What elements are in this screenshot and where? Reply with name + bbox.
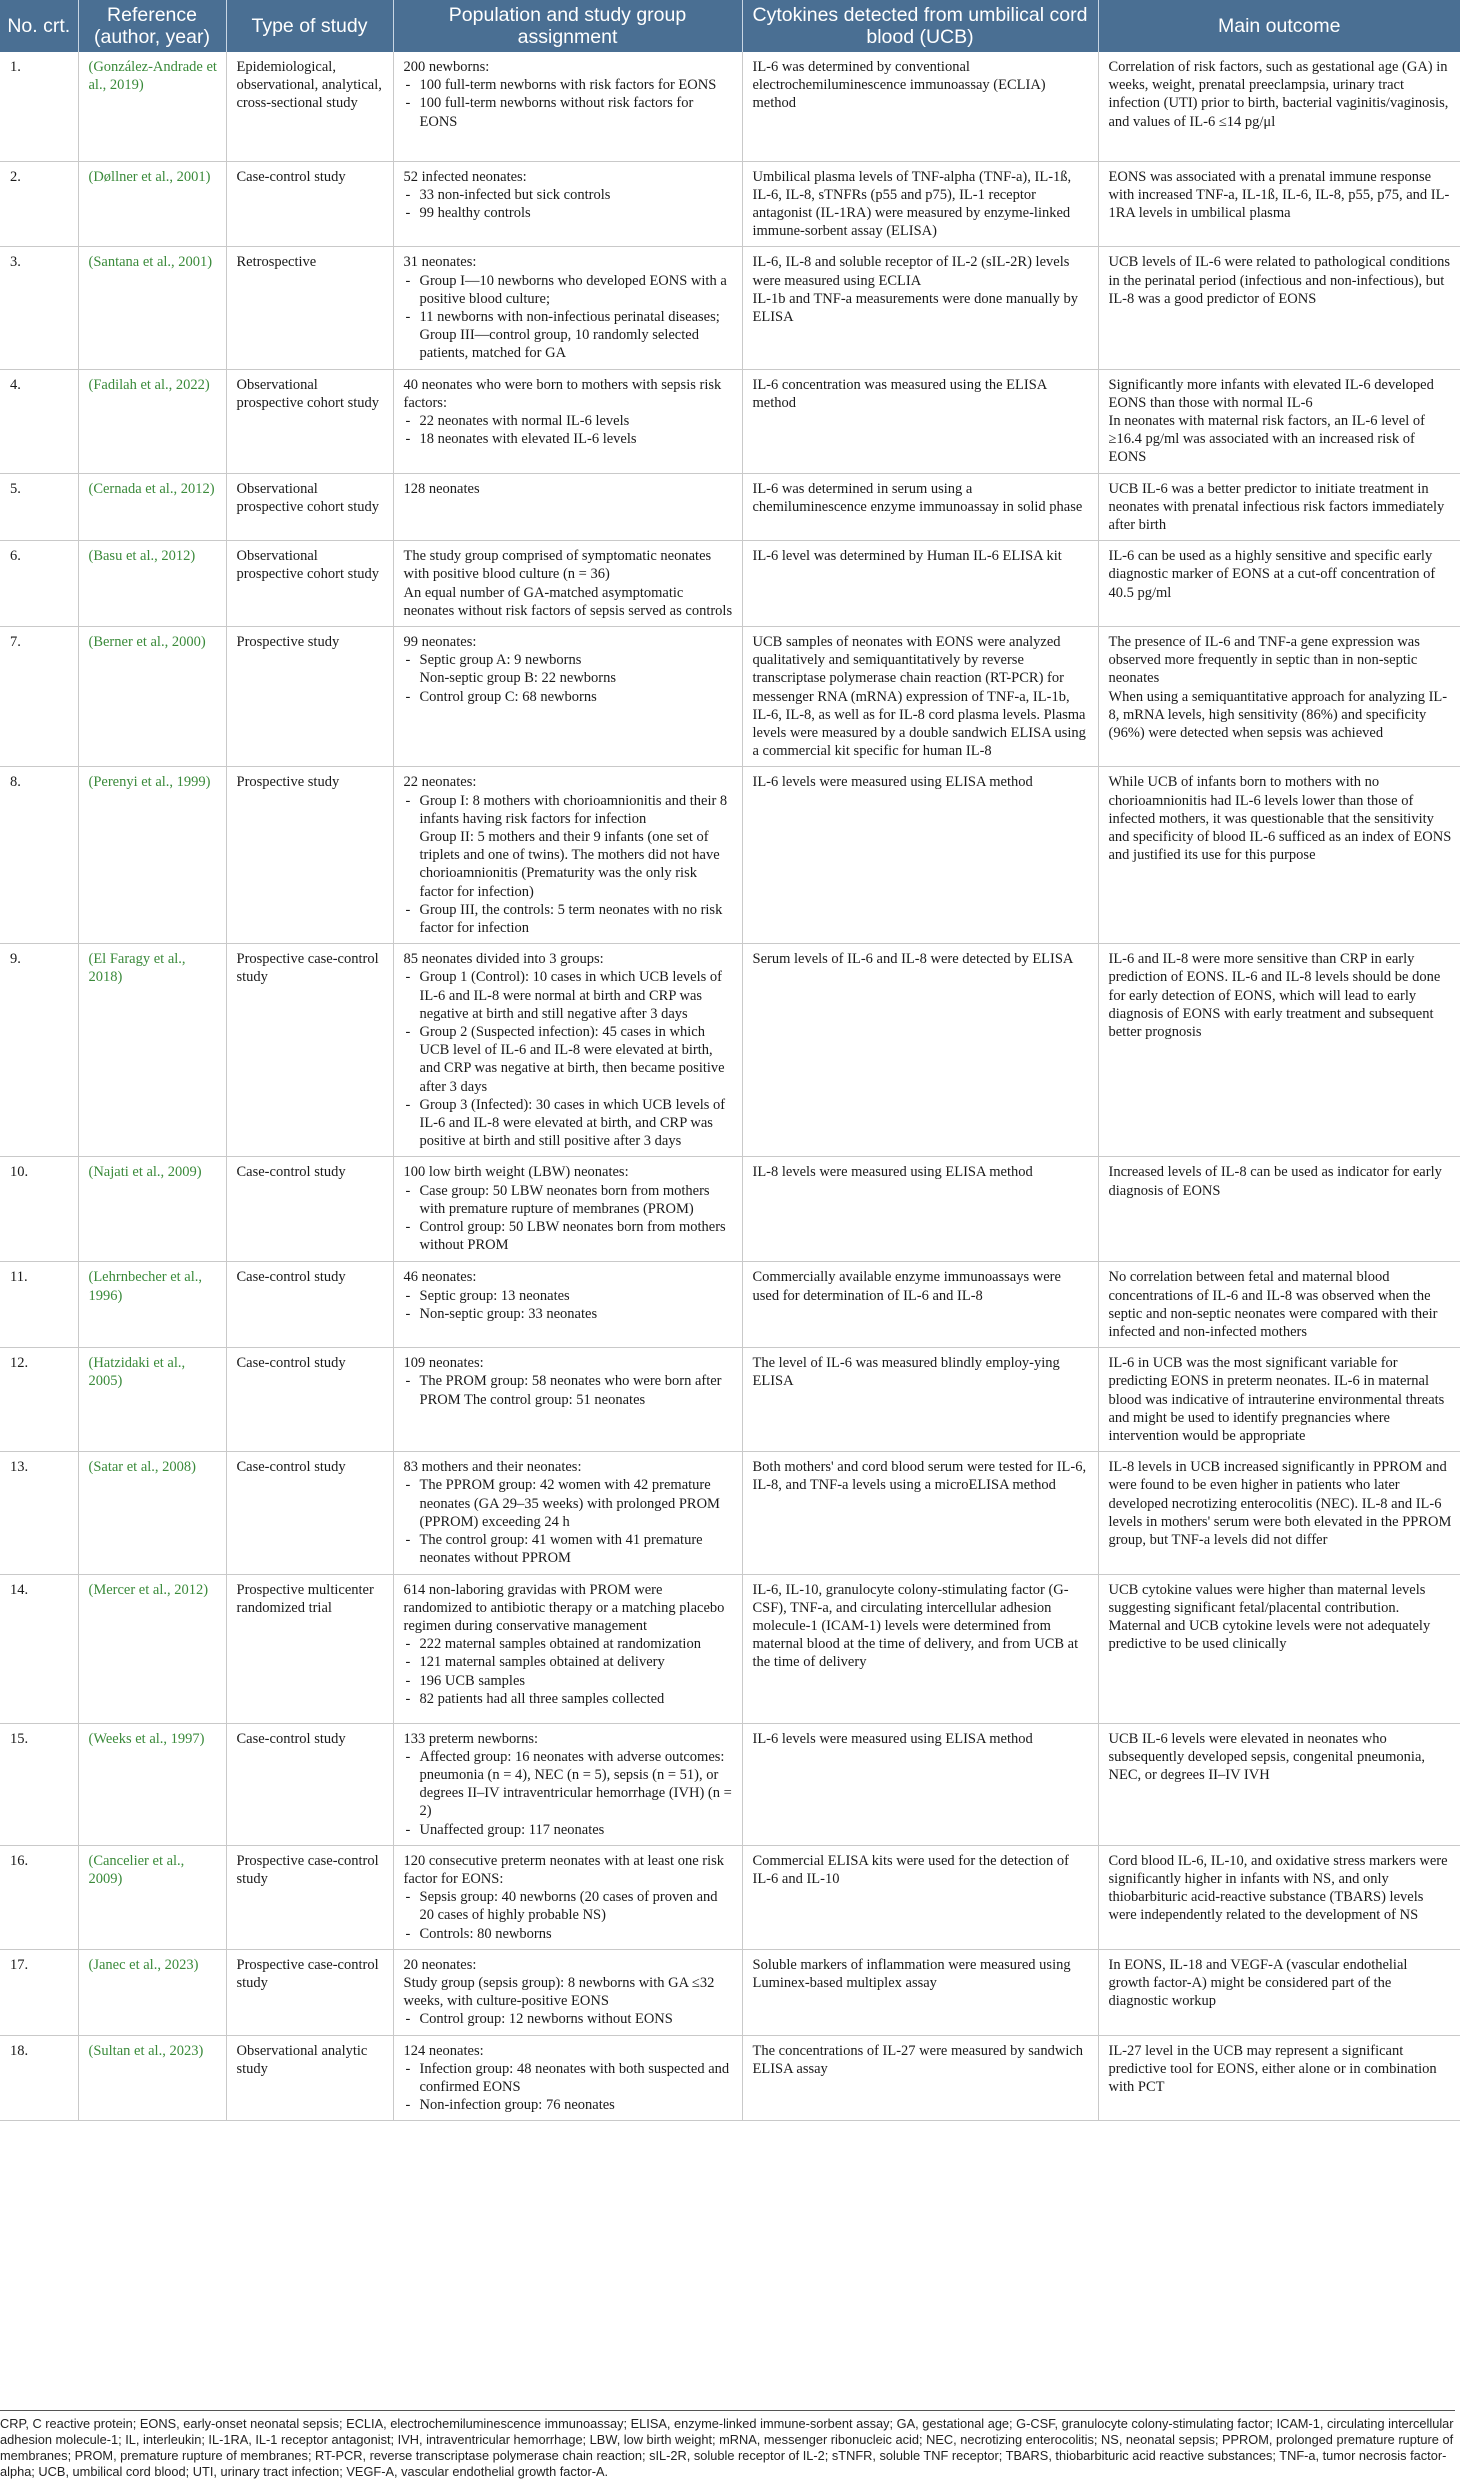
- row-number: 1.: [0, 52, 78, 161]
- study-type: Prospective case-control study: [226, 1949, 393, 2035]
- outcome-cell: UCB cytokine values were higher than maternal levels suggesting significant fetal/placental contribution. Maternal and UCB cytokine levels were not adequately predictive to be used clinically: [1098, 1574, 1460, 1723]
- list-item: - Group 2 (Suspected infection): 45 cases in which UCB level of IL-6 and IL-8 were elevated at birth, and CRP was negative at birth, then became positive after 3 days: [404, 1023, 734, 1096]
- list-item: - Non-infection group: 76 neonates: [404, 2096, 734, 2114]
- cytokines-cell: The concentrations of IL-27 were measured by sandwich ELISA assay: [742, 2035, 1098, 2121]
- header-outcome: Main outcome: [1098, 0, 1460, 52]
- list-item: - Controls: 80 newborns: [404, 1925, 734, 1943]
- population-cell: [393, 1452, 742, 1574]
- table-row: [0, 1723, 1460, 1845]
- list-item: - Affected group: 16 neonates with adverse outcomes: pneumonia (n = 4), NEC (n = 5), sepsis (n = 51), or degrees II–IV intraventricular hemorrhage (IVH) (n = 2): [404, 1748, 734, 1821]
- population-text: 46 neonates:: [403, 1269, 477, 1286]
- population-text: Group III—control group, 10 randomly selected patients, matched for GA: [419, 327, 699, 362]
- list-item: - Group I: 8 mothers with chorioamnionitis and their 8 infants having risk factors for infection: [404, 792, 734, 828]
- cytokines-cell: IL-6 concentration was measured using the ELISA method: [742, 369, 1098, 473]
- row-number: 15.: [0, 1723, 78, 1845]
- population-list: [404, 1476, 734, 1567]
- reference-cell: [78, 1845, 226, 1949]
- cytokines-cell: Soluble markers of inflammation were measured using Luminex-based multiplex assay: [742, 1949, 1098, 2035]
- population-text: 120 consecutive preterm neonates with at least one risk factor for EONS:: [403, 1852, 725, 1887]
- row-number: 16.: [0, 1845, 78, 1949]
- population-list: [404, 1748, 734, 1839]
- population-list: [404, 1635, 734, 1708]
- list-item: - 121 maternal samples obtained at delivery: [404, 1653, 734, 1671]
- table-header: [0, 0, 1460, 52]
- study-type: Prospective study: [226, 767, 393, 944]
- population-text: 99 neonates:: [403, 633, 477, 650]
- population-cell: [393, 2035, 742, 2121]
- study-type: Case-control study: [226, 161, 393, 247]
- population-cell: [393, 161, 742, 247]
- reference-cell: [78, 1723, 226, 1845]
- population-text: The study group comprised of symptomatic neonates with positive blood culture (n = 36): [403, 548, 712, 583]
- population-cell: [393, 473, 742, 541]
- list-item: - 18 neonates with elevated IL-6 levels: [404, 430, 734, 448]
- table-row: [0, 473, 1460, 541]
- cytokines-cell: UCB samples of neonates with EONS were analyzed qualitatively and semiquantitatively by reverse transcriptase polymerase chain reaction (RT-PCR) for messenger RNA (mRNA) expression of TNF-a, IL-1b, IL-6, IL-8, as well as for IL-8 cord plasma levels. Plasma levels were measured by a double sandwich ELISA using a commercial kit specific for human IL-8: [742, 626, 1098, 766]
- list-item: - Group I—10 newborns who developed EONS with a positive blood culture;: [404, 272, 734, 308]
- outcome-cell: IL-27 level in the UCB may represent a significant predictive tool for EONS, either alone or in combination with PCT: [1098, 2035, 1460, 2121]
- population-list: [404, 651, 734, 706]
- outcome-cell: IL-8 levels in UCB increased significantly in PPROM and were found to be even higher in patients who later developed necrotizing enterocolitis (NEC). IL-8 and IL-6 levels in mothers' serum were both elevated in the PPROM group, but TNF-a levels did not differ: [1098, 1452, 1460, 1574]
- population-text: 85 neonates divided into 3 groups:: [403, 951, 604, 968]
- outcome-cell: Correlation of risk factors, such as gestational age (GA) in weeks, weight, prenatal preeclampsia, urinary tract infection (UTI) prior to birth, bacterial vaginitis/vaginosis, and values of IL-6 ≤14 pg/μl: [1098, 52, 1460, 161]
- table-row: [0, 247, 1460, 369]
- population-list: [404, 272, 734, 363]
- row-number: 3.: [0, 247, 78, 369]
- population-list: [404, 76, 734, 131]
- population-text: 614 non-laboring gravidas with PROM were randomized to antibiotic therapy or a matching placebo regimen during conservative management: [403, 1581, 725, 1634]
- table-row: [0, 1157, 1460, 1262]
- cytokines-cell: IL-6 was determined by conventional electrochemiluminescence immunoassay (ECLIA) method: [742, 52, 1098, 161]
- table-row: [0, 1574, 1460, 1723]
- cytokines-cell: IL-6 levels were measured using ELISA method: [742, 767, 1098, 944]
- population-list: [404, 186, 734, 222]
- list-item: - 82 patients had all three samples collected: [404, 1690, 734, 1708]
- population-text: 31 neonates:: [403, 254, 477, 271]
- population-list: [404, 412, 734, 448]
- cytokines-cell: Umbilical plasma levels of TNF-alpha (TNF-a), IL-1ß, IL-6, IL-8, sTNFRs (p55 and p75), IL-1 receptor antagonist (IL-1RA) were measured by enzyme-linked immune-sorbent assay (ELISA): [742, 161, 1098, 247]
- population-text: 100 low birth weight (LBW) neonates:: [403, 1164, 629, 1181]
- reference-cell: [78, 1574, 226, 1723]
- reference-cell: [78, 626, 226, 766]
- population-text: 22 neonates:: [403, 774, 477, 791]
- study-type: Observational prospective cohort study: [226, 473, 393, 541]
- outcome-cell: Significantly more infants with elevated IL-6 developed EONS than those with normal IL-6 In neonates with maternal risk factors, an IL-6 level of ≥16.4 pg/ml was associated with an increased risk of EONS: [1098, 369, 1460, 473]
- population-text: 40 neonates who were born to mothers with sepsis risk factors:: [403, 376, 722, 411]
- cytokines-cell: Commercial ELISA kits were used for the detection of IL-6 and IL-10: [742, 1845, 1098, 1949]
- outcome-cell: IL-6 and IL-8 were more sensitive than CRP in early prediction of EONS. IL-6 and IL-8 levels should be done for early detection of EONS, which will lead to early diagnosis of EONS with early treatment and subsequent better prognosis: [1098, 944, 1460, 1157]
- header-reference: Reference (author, year): [78, 0, 226, 52]
- table-row: [0, 2035, 1460, 2121]
- study-type: Observational prospective cohort study: [226, 369, 393, 473]
- population-cell: [393, 767, 742, 944]
- population-list: [404, 1888, 734, 1943]
- reference-cell: [78, 369, 226, 473]
- study-type: Retrospective: [226, 247, 393, 369]
- list-item: - 33 non-infected but sick controls: [404, 186, 734, 204]
- reference-cell: [78, 1452, 226, 1574]
- list-item: - Non-septic group: 33 neonates: [404, 1305, 734, 1323]
- table-row: [0, 1949, 1460, 2035]
- reference-cell: [78, 1949, 226, 2035]
- table-row: [0, 1452, 1460, 1574]
- population-cell: [393, 1348, 742, 1452]
- study-type: Case-control study: [226, 1157, 393, 1262]
- list-item: - 100 full-term newborns with risk factors for EONS: [404, 76, 734, 94]
- reference-link[interactable]: (Hatzidaki et al., 2005): [88, 1355, 186, 1390]
- row-number: 9.: [0, 944, 78, 1157]
- outcome-cell: Increased levels of IL-8 can be used as indicator for early diagnosis of EONS: [1098, 1157, 1460, 1262]
- study-type: Epidemiological, observational, analytical, cross-sectional study: [226, 52, 393, 161]
- cytokines-cell: IL-6, IL-8 and soluble receptor of IL-2 (sIL-2R) levels were measured using ECLIA IL-1b and TNF-a measurements were done manually by ELISA: [742, 247, 1098, 369]
- table-row: [0, 369, 1460, 473]
- study-type: Case-control study: [226, 1723, 393, 1845]
- reference-cell: [78, 473, 226, 541]
- study-type: Case-control study: [226, 1262, 393, 1348]
- row-number: 5.: [0, 473, 78, 541]
- outcome-cell: In EONS, IL-18 and VEGF-A (vascular endothelial growth factor-A) might be considered part of the diagnostic workup: [1098, 1949, 1460, 2035]
- table-body: [0, 52, 1460, 2121]
- population-cell: [393, 541, 742, 627]
- reference-link[interactable]: (González-Andrade et al., 2019): [88, 59, 217, 94]
- reference-cell: [78, 2035, 226, 2121]
- list-item: - Septic group A: 9 newborns: [404, 651, 734, 669]
- population-list: [404, 968, 734, 1150]
- reference-link[interactable]: (Perenyi et al., 1999): [88, 774, 211, 791]
- population-list: [404, 2010, 734, 2028]
- cytokines-cell: IL-6 levels were measured using ELISA method: [742, 1723, 1098, 1845]
- population-text: 128 neonates: [403, 480, 480, 497]
- row-number: 18.: [0, 2035, 78, 2121]
- population-list: [404, 792, 734, 938]
- row-number: 6.: [0, 541, 78, 627]
- row-number: 7.: [0, 626, 78, 766]
- row-number: 12.: [0, 1348, 78, 1452]
- reference-cell: [78, 1157, 226, 1262]
- population-cell: [393, 52, 742, 161]
- outcome-cell: EONS was associated with a prenatal immune response with increased TNF-a, IL-1ß, IL-6, IL-8, p55, p75, and IL-1RA levels in umbilical plasma: [1098, 161, 1460, 247]
- outcome-cell: IL-6 in UCB was the most significant variable for predicting EONS in preterm neonates. IL-6 in maternal blood was indicative of intrauterine environmental threats and might be used to identify pregnancies where intervention would be appropriate: [1098, 1348, 1460, 1452]
- population-text: 133 preterm newborns:: [403, 1730, 538, 1747]
- table-row: [0, 161, 1460, 247]
- reference-link[interactable]: (Sultan et al., 2023): [88, 2042, 204, 2059]
- table-row: [0, 1348, 1460, 1452]
- row-number: 2.: [0, 161, 78, 247]
- row-number: 17.: [0, 1949, 78, 2035]
- reference-cell: [78, 1348, 226, 1452]
- row-number: 4.: [0, 369, 78, 473]
- list-item: - 22 neonates with normal IL-6 levels: [404, 412, 734, 430]
- reference-link[interactable]: (Satar et al., 2008): [88, 1459, 197, 1476]
- table-footnote: CRP, C reactive protein; EONS, early-onset neonatal sepsis; ECLIA, electrochemiluminescence immunoassay; ELISA, enzyme-linked immune-sorbent assay; GA, gestational age; G-CSF, granulocyte colony-stimulating factor; ICAM-1, circulating intercellular adhesion molecule-1; IL, interleukin; IL-1RA, IL-1 receptor antagonist; IVH, intraventricular hemorrhage; LBW, low birth weight; mRNA, messenger ribonucleic acid; NEC, necrotizing enterocolitis; NS, neonatal sepsis; PPROM, prolonged premature rupture of membranes; PROM, premature rupture of membranes; RT-PCR, reverse transcriptase polymerase chain reaction; sIL-2R, soluble receptor of IL-2; sTNFR, soluble TNF receptor; TBARS, thiobarbituric acid reactive substances; TNF-a, tumor necrosis factor-alpha; UCB, umbilical cord blood; UTI, urinary tract infection; VEGF-A, vascular endothelial growth factor-A.: [0, 2410, 1455, 2480]
- list-item: - Sepsis group: 40 newborns (20 cases of proven and 20 cases of highly probable NS): [404, 1888, 734, 1924]
- study-type: Observational analytic study: [226, 2035, 393, 2121]
- list-item: - Septic group: 13 neonates: [404, 1287, 734, 1305]
- reference-cell: [78, 944, 226, 1157]
- cytokines-cell: IL-6 level was determined by Human IL-6 ELISA kit: [742, 541, 1098, 627]
- outcome-cell: The presence of IL-6 and TNF-a gene expression was observed more frequently in septic than in non-septic neonates When using a semiquantitative approach for analyzing IL-8, mRNA levels, high sensitivity (86%) and specificity (96%) were detected when sepsis was achieved: [1098, 626, 1460, 766]
- population-text: 109 neonates:: [403, 1355, 484, 1372]
- list-item: - Infection group: 48 neonates with both suspected and confirmed EONS: [404, 2060, 734, 2096]
- population-cell: [393, 1262, 742, 1348]
- reference-cell: [78, 52, 226, 161]
- list-item: - Unaffected group: 117 neonates: [404, 1821, 734, 1839]
- population-cell: [393, 626, 742, 766]
- population-cell: [393, 369, 742, 473]
- outcome-cell: IL-6 can be used as a highly sensitive and specific early diagnostic marker of EONS at a cut-off concentration of 40.5 pg/ml: [1098, 541, 1460, 627]
- row-number: 8.: [0, 767, 78, 944]
- cytokines-cell: Both mothers' and cord blood serum were tested for IL-6, IL-8, and TNF-a levels using a microELISA method: [742, 1452, 1098, 1574]
- table-row: [0, 1845, 1460, 1949]
- population-cell: [393, 944, 742, 1157]
- list-item: - Control group: 50 LBW neonates born from mothers without PROM: [404, 1218, 734, 1254]
- reference-link[interactable]: (Cernada et al., 2012): [88, 480, 215, 497]
- population-text: 20 neonates:: [403, 1956, 477, 1973]
- population-text: 83 mothers and their neonates:: [403, 1459, 582, 1476]
- list-item: - Group III, the controls: 5 term neonates with no risk factor for infection: [404, 901, 734, 937]
- table-row: [0, 767, 1460, 944]
- reference-link[interactable]: (Fadilah et al., 2022): [88, 376, 210, 393]
- list-item: - Control group: 12 newborns without EONS: [404, 2010, 734, 2028]
- row-number: 13.: [0, 1452, 78, 1574]
- reference-link[interactable]: (Janec et al., 2023): [88, 1956, 199, 1973]
- study-type: Prospective case-control study: [226, 1845, 393, 1949]
- row-number: 11.: [0, 1262, 78, 1348]
- reference-link[interactable]: (Lehrnbecher et al., 1996): [88, 1269, 203, 1304]
- header-population: Population and study group assignment: [393, 0, 742, 52]
- list-item: - Group 3 (Infected): 30 cases in which UCB levels of IL-6 and IL-8 were elevated at birth, and CRP was positive at birth and still positive after 3 days: [404, 1096, 734, 1151]
- header-cytokines: Cytokines detected from umbilical cord blood (UCB): [742, 0, 1098, 52]
- reference-link[interactable]: (Berner et al., 2000): [88, 633, 206, 650]
- row-number: 14.: [0, 1574, 78, 1723]
- outcome-cell: UCB IL-6 levels were elevated in neonates who subsequently developed sepsis, congenital pneumonia, NEC, or degrees II–IV IVH: [1098, 1723, 1460, 1845]
- population-text: 124 neonates:: [403, 2042, 484, 2059]
- population-cell: [393, 1845, 742, 1949]
- cytokines-cell: IL-6 was determined in serum using a chemiluminescence enzyme immunoassay in solid phase: [742, 473, 1098, 541]
- list-item: - 11 newborns with non-infectious perinatal diseases;: [404, 308, 734, 326]
- population-cell: [393, 1723, 742, 1845]
- population-list: [404, 1287, 734, 1323]
- cytokines-cell: The level of IL-6 was measured blindly employ-ying ELISA: [742, 1348, 1098, 1452]
- reference-cell: [78, 541, 226, 627]
- outcome-cell: UCB IL-6 was a better predictor to initiate treatment in neonates with prenatal infectious risk factors immediately after birth: [1098, 473, 1460, 541]
- reference-link[interactable]: (Najati et al., 2009): [88, 1164, 202, 1181]
- table-row: [0, 1262, 1460, 1348]
- population-cell: [393, 1949, 742, 2035]
- reference-cell: [78, 161, 226, 247]
- population-text: Non-septic group B: 22 newborns: [419, 670, 617, 687]
- list-item: - The control group: 41 women with 41 premature neonates without PPROM: [404, 1531, 734, 1567]
- population-cell: [393, 1157, 742, 1262]
- outcome-cell: No correlation between fetal and maternal blood concentrations of IL-6 and IL-8 was observed when the septic and non-septic neonates were compared with their infected and non-infected mothers: [1098, 1262, 1460, 1348]
- outcome-cell: Cord blood IL-6, IL-10, and oxidative stress markers were significantly higher in infants with NS, and only thiobarbituric acid-reactive substance (TBARS) levels were independently related to the development of NS: [1098, 1845, 1460, 1949]
- header-type: Type of study: [226, 0, 393, 52]
- study-type: Case-control study: [226, 1452, 393, 1574]
- table-row: [0, 52, 1460, 161]
- table-row: [0, 626, 1460, 766]
- population-text: 52 infected neonates:: [403, 168, 527, 185]
- reference-link[interactable]: (Mercer et al., 2012): [88, 1581, 209, 1598]
- reference-link[interactable]: (Weeks et al., 1997): [88, 1730, 205, 1747]
- population-cell: [393, 247, 742, 369]
- reference-link[interactable]: (Døllner et al., 2001): [88, 168, 211, 185]
- population-text: An equal number of GA-matched asymptomatic neonates without risk factors of sepsis served as controls: [403, 584, 733, 619]
- list-item: - The PROM group: 58 neonates who were born after PROM The control group: 51 neonates: [404, 1372, 734, 1408]
- study-type: Prospective multicenter randomized trial: [226, 1574, 393, 1723]
- cytokines-cell: Commercially available enzyme immunoassays were used for determination of IL-6 and IL-8: [742, 1262, 1098, 1348]
- table-row: [0, 944, 1460, 1157]
- cytokines-cell: Serum levels of IL-6 and IL-8 were detected by ELISA: [742, 944, 1098, 1157]
- population-text: 200 newborns:: [403, 59, 490, 75]
- list-item: - 196 UCB samples: [404, 1672, 734, 1690]
- population-text: Study group (sepsis group): 8 newborns with GA ≤32 weeks, with culture-positive EONS: [403, 1974, 715, 2010]
- study-type: Case-control study: [226, 1348, 393, 1452]
- reference-cell: [78, 247, 226, 369]
- study-type: Prospective study: [226, 626, 393, 766]
- list-item: - 222 maternal samples obtained at randomization: [404, 1635, 734, 1653]
- cytokines-cell: IL-8 levels were measured using ELISA method: [742, 1157, 1098, 1262]
- reference-link[interactable]: (Basu et al., 2012): [88, 548, 196, 565]
- population-list: [404, 1182, 734, 1255]
- list-item: - Group 1 (Control): 10 cases in which UCB levels of IL-6 and IL-8 were normal at birth and CRP was negative at birth and still negative after 3 days: [404, 968, 734, 1023]
- reference-link[interactable]: (Santana et al., 2001): [88, 254, 213, 271]
- reference-link[interactable]: (El Faragy et al., 2018): [88, 951, 186, 986]
- list-item: - The PPROM group: 42 women with 42 premature neonates (GA 29–35 weeks) with prolonged PROM (PPROM) exceeding 24 h: [404, 1476, 734, 1531]
- outcome-cell: UCB levels of IL-6 were related to pathological conditions in the perinatal period (infectious and non-infectious), but IL-8 was a good predictor of EONS: [1098, 247, 1460, 369]
- population-text: Group II: 5 mothers and their 9 infants (one set of triplets and one of twins). The mothers did not have chorioamnionitis (Prematurity was the only risk factor for infection): [419, 829, 720, 900]
- population-list: [404, 1372, 734, 1408]
- table-row: [0, 541, 1460, 627]
- study-type: Observational prospective cohort study: [226, 541, 393, 627]
- header-no: No. crt.: [0, 0, 78, 52]
- list-item: - Control group C: 68 newborns: [404, 688, 734, 706]
- list-item: - 99 healthy controls: [404, 204, 734, 222]
- population-list: [404, 2060, 734, 2115]
- list-item: - Case group: 50 LBW neonates born from mothers with premature rupture of membranes (PROM): [404, 1182, 734, 1218]
- outcome-cell: While UCB of infants born to mothers with no chorioamnionitis had IL-6 levels lower than those of infected mothers, it was questionable that the sensitivity and specificity of blood IL-6 sufficed as an index of EONS and justified its use for this purpose: [1098, 767, 1460, 944]
- reference-cell: [78, 1262, 226, 1348]
- reference-cell: [78, 767, 226, 944]
- population-cell: [393, 1574, 742, 1723]
- study-type: Prospective case-control study: [226, 944, 393, 1157]
- cytokines-cell: IL-6, IL-10, granulocyte colony-stimulating factor (G-CSF), TNF-a, and circulating intercellular adhesion molecule-1 (ICAM-1) levels were determined from maternal blood at the time of delivery, and from UCB at the time of delivery: [742, 1574, 1098, 1723]
- row-number: 10.: [0, 1157, 78, 1262]
- list-item: - 100 full-term newborns without risk factors for EONS: [404, 94, 734, 130]
- reference-link[interactable]: (Cancelier et al., 2009): [88, 1852, 185, 1887]
